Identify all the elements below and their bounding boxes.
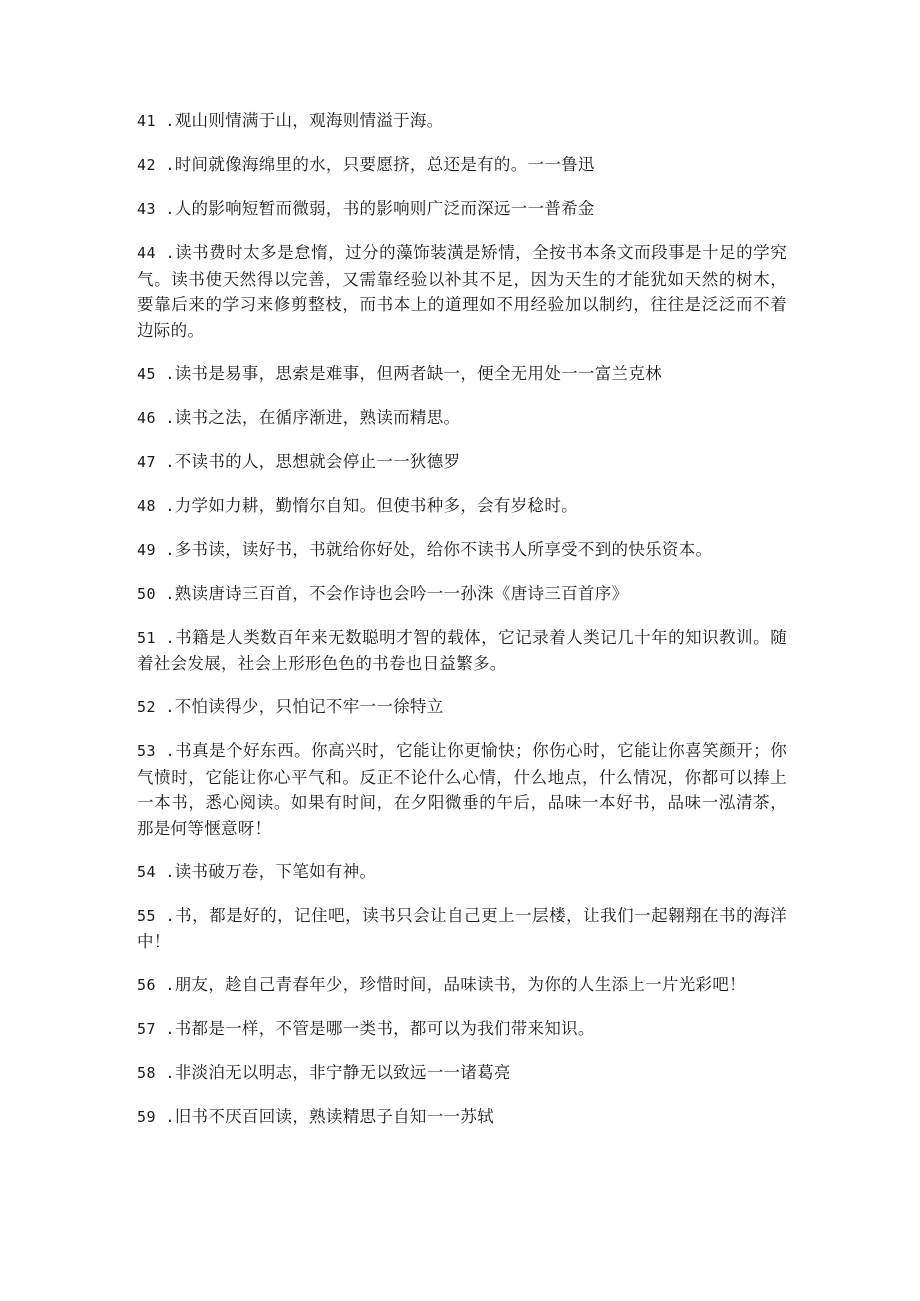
quote-number: 55 <box>137 906 157 925</box>
quote-separator: . <box>156 698 175 716</box>
quote-text: 书，都是好的，记住吧，读书只会让自己更上一层楼，让我们一起翱翔在书的海洋中！ <box>137 905 787 951</box>
quote-number: 57 <box>137 1020 157 1038</box>
quote-number: 52 <box>137 698 157 716</box>
quote-text: 熟读唐诗三百首，不会作诗也会吟一一孙洙《唐诗三百首序》 <box>174 583 629 603</box>
quote-number: 58 <box>137 1064 157 1082</box>
quote-separator: . <box>156 452 175 471</box>
quote-item <box>137 196 787 223</box>
quote-item <box>137 537 787 564</box>
quote-number: 51 <box>137 628 157 647</box>
quote-number: 56 <box>137 976 157 994</box>
quote-number: 54 <box>137 862 157 881</box>
quote-number: 46 <box>137 408 157 427</box>
quote-item <box>137 694 787 721</box>
quote-text: 朋友，趁自己青春年少，珍惜时间，品味读书，为你的人生添上一片光彩吧！ <box>174 975 746 994</box>
quote-item <box>137 581 787 608</box>
quote-item <box>137 108 787 135</box>
quote-separator: . <box>156 364 175 383</box>
quote-number: 42 <box>137 156 157 174</box>
quote-text: 读书是易事，思索是难事，但两者缺一，便全无用处一一富兰克林 <box>174 363 662 383</box>
quote-list <box>137 108 787 1148</box>
quote-separator: . <box>156 112 175 130</box>
quote-item <box>137 1016 787 1043</box>
quote-text: 读书之法，在循序渐进，熟读而精思。 <box>174 407 461 427</box>
quote-text: 书都是一样，不管是哪一类书，都可以为我们带来知识。 <box>174 1019 595 1038</box>
quote-item <box>137 1104 787 1131</box>
quote-number: 50 <box>137 584 157 603</box>
quote-separator: . <box>156 628 175 647</box>
quote-separator: . <box>156 200 175 218</box>
quote-item <box>137 152 787 179</box>
quote-text: 不怕读得少，只怕记不牢一一徐特立 <box>174 697 444 716</box>
quote-separator: . <box>156 408 175 427</box>
quote-item <box>137 1060 787 1087</box>
quote-text: 观山则情满于山，观海则情溢于海。 <box>174 111 444 130</box>
quote-separator: . <box>156 976 175 994</box>
quote-separator: . <box>156 906 175 925</box>
quote-number: 48 <box>137 496 157 515</box>
quote-item <box>137 972 787 999</box>
quote-text: 读书费时太多是怠惰，过分的藻饰装潢是矫情，全按书本条文而段事是十足的学究气。读书使天然得以完善，又需靠经验以补其不足，因为天生的才能犹如天然的树木，要靠后来的学习来修剪整枝，而书本上的道理如不用经验加以制约，往往是泛泛而不着边际的。 <box>137 243 787 340</box>
quote-text: 读书破万卷，下笔如有神。 <box>174 861 377 881</box>
quote-item <box>137 449 787 476</box>
quote-text: 书籍是人类数百年来无数聪明才智的载体，它记录着人类记几十年的知识教训。随着社会发展，社会上形形色色的书卷也日益繁多。 <box>137 627 787 673</box>
quote-number: 49 <box>137 540 157 559</box>
quote-item <box>137 405 787 432</box>
quote-separator: . <box>156 1108 175 1126</box>
quote-text: 旧书不厌百回读，熟读精思子自知一一苏轼 <box>174 1107 494 1126</box>
quote-number: 47 <box>137 452 157 471</box>
quote-text: 不读书的人，思想就会停止一一狄德罗 <box>174 451 461 471</box>
quote-separator: . <box>156 584 175 603</box>
quote-separator: . <box>156 742 175 760</box>
quote-number: 59 <box>137 1108 157 1126</box>
quote-text: 时间就像海绵里的水，只要愿挤，总还是有的。一一鲁迅 <box>174 155 595 174</box>
quote-item <box>137 738 787 841</box>
quote-separator: . <box>156 1020 175 1038</box>
quote-number: 53 <box>137 742 157 760</box>
quote-separator: . <box>156 156 175 174</box>
quote-item <box>137 361 787 388</box>
quote-number: 41 <box>137 112 157 130</box>
quote-text: 非淡泊无以明志，非宁静无以致远一一诸葛亮 <box>174 1063 511 1082</box>
quote-item <box>137 859 787 886</box>
quote-separator: . <box>156 1064 175 1082</box>
quote-item <box>137 625 787 677</box>
quote-item <box>137 240 787 343</box>
quote-separator: . <box>156 540 175 559</box>
quote-number: 43 <box>137 200 157 218</box>
quote-number: 44 <box>137 244 157 262</box>
quote-text: 人的影响短暂而微弱，书的影响则广泛而深远一一普希金 <box>174 199 595 218</box>
quote-number: 45 <box>137 364 157 383</box>
quote-text: 力学如力耕，勤惰尔自知。但使书种多，会有岁稔时。 <box>174 495 578 515</box>
quote-item <box>137 493 787 520</box>
quote-separator: . <box>156 244 175 262</box>
quote-text: 书真是个好东西。你高兴时，它能让你更愉快；你伤心时，它能让你喜笑颜开；你气愤时，它能让你心平气和。反正不论什么心情，什么地点，什么情况，你都可以捧上一本书，悉心阅读。如果有时间，在夕阳微垂的午后，品味一本好书，品味一泓清茶，那是何等惬意呀！ <box>137 741 787 838</box>
quote-text: 多书读，读好书，书就给你好处，给你不读书人所享受不到的快乐资本。 <box>174 539 713 559</box>
quote-separator: . <box>156 496 175 515</box>
quote-item <box>137 903 787 955</box>
quote-separator: . <box>156 862 175 881</box>
